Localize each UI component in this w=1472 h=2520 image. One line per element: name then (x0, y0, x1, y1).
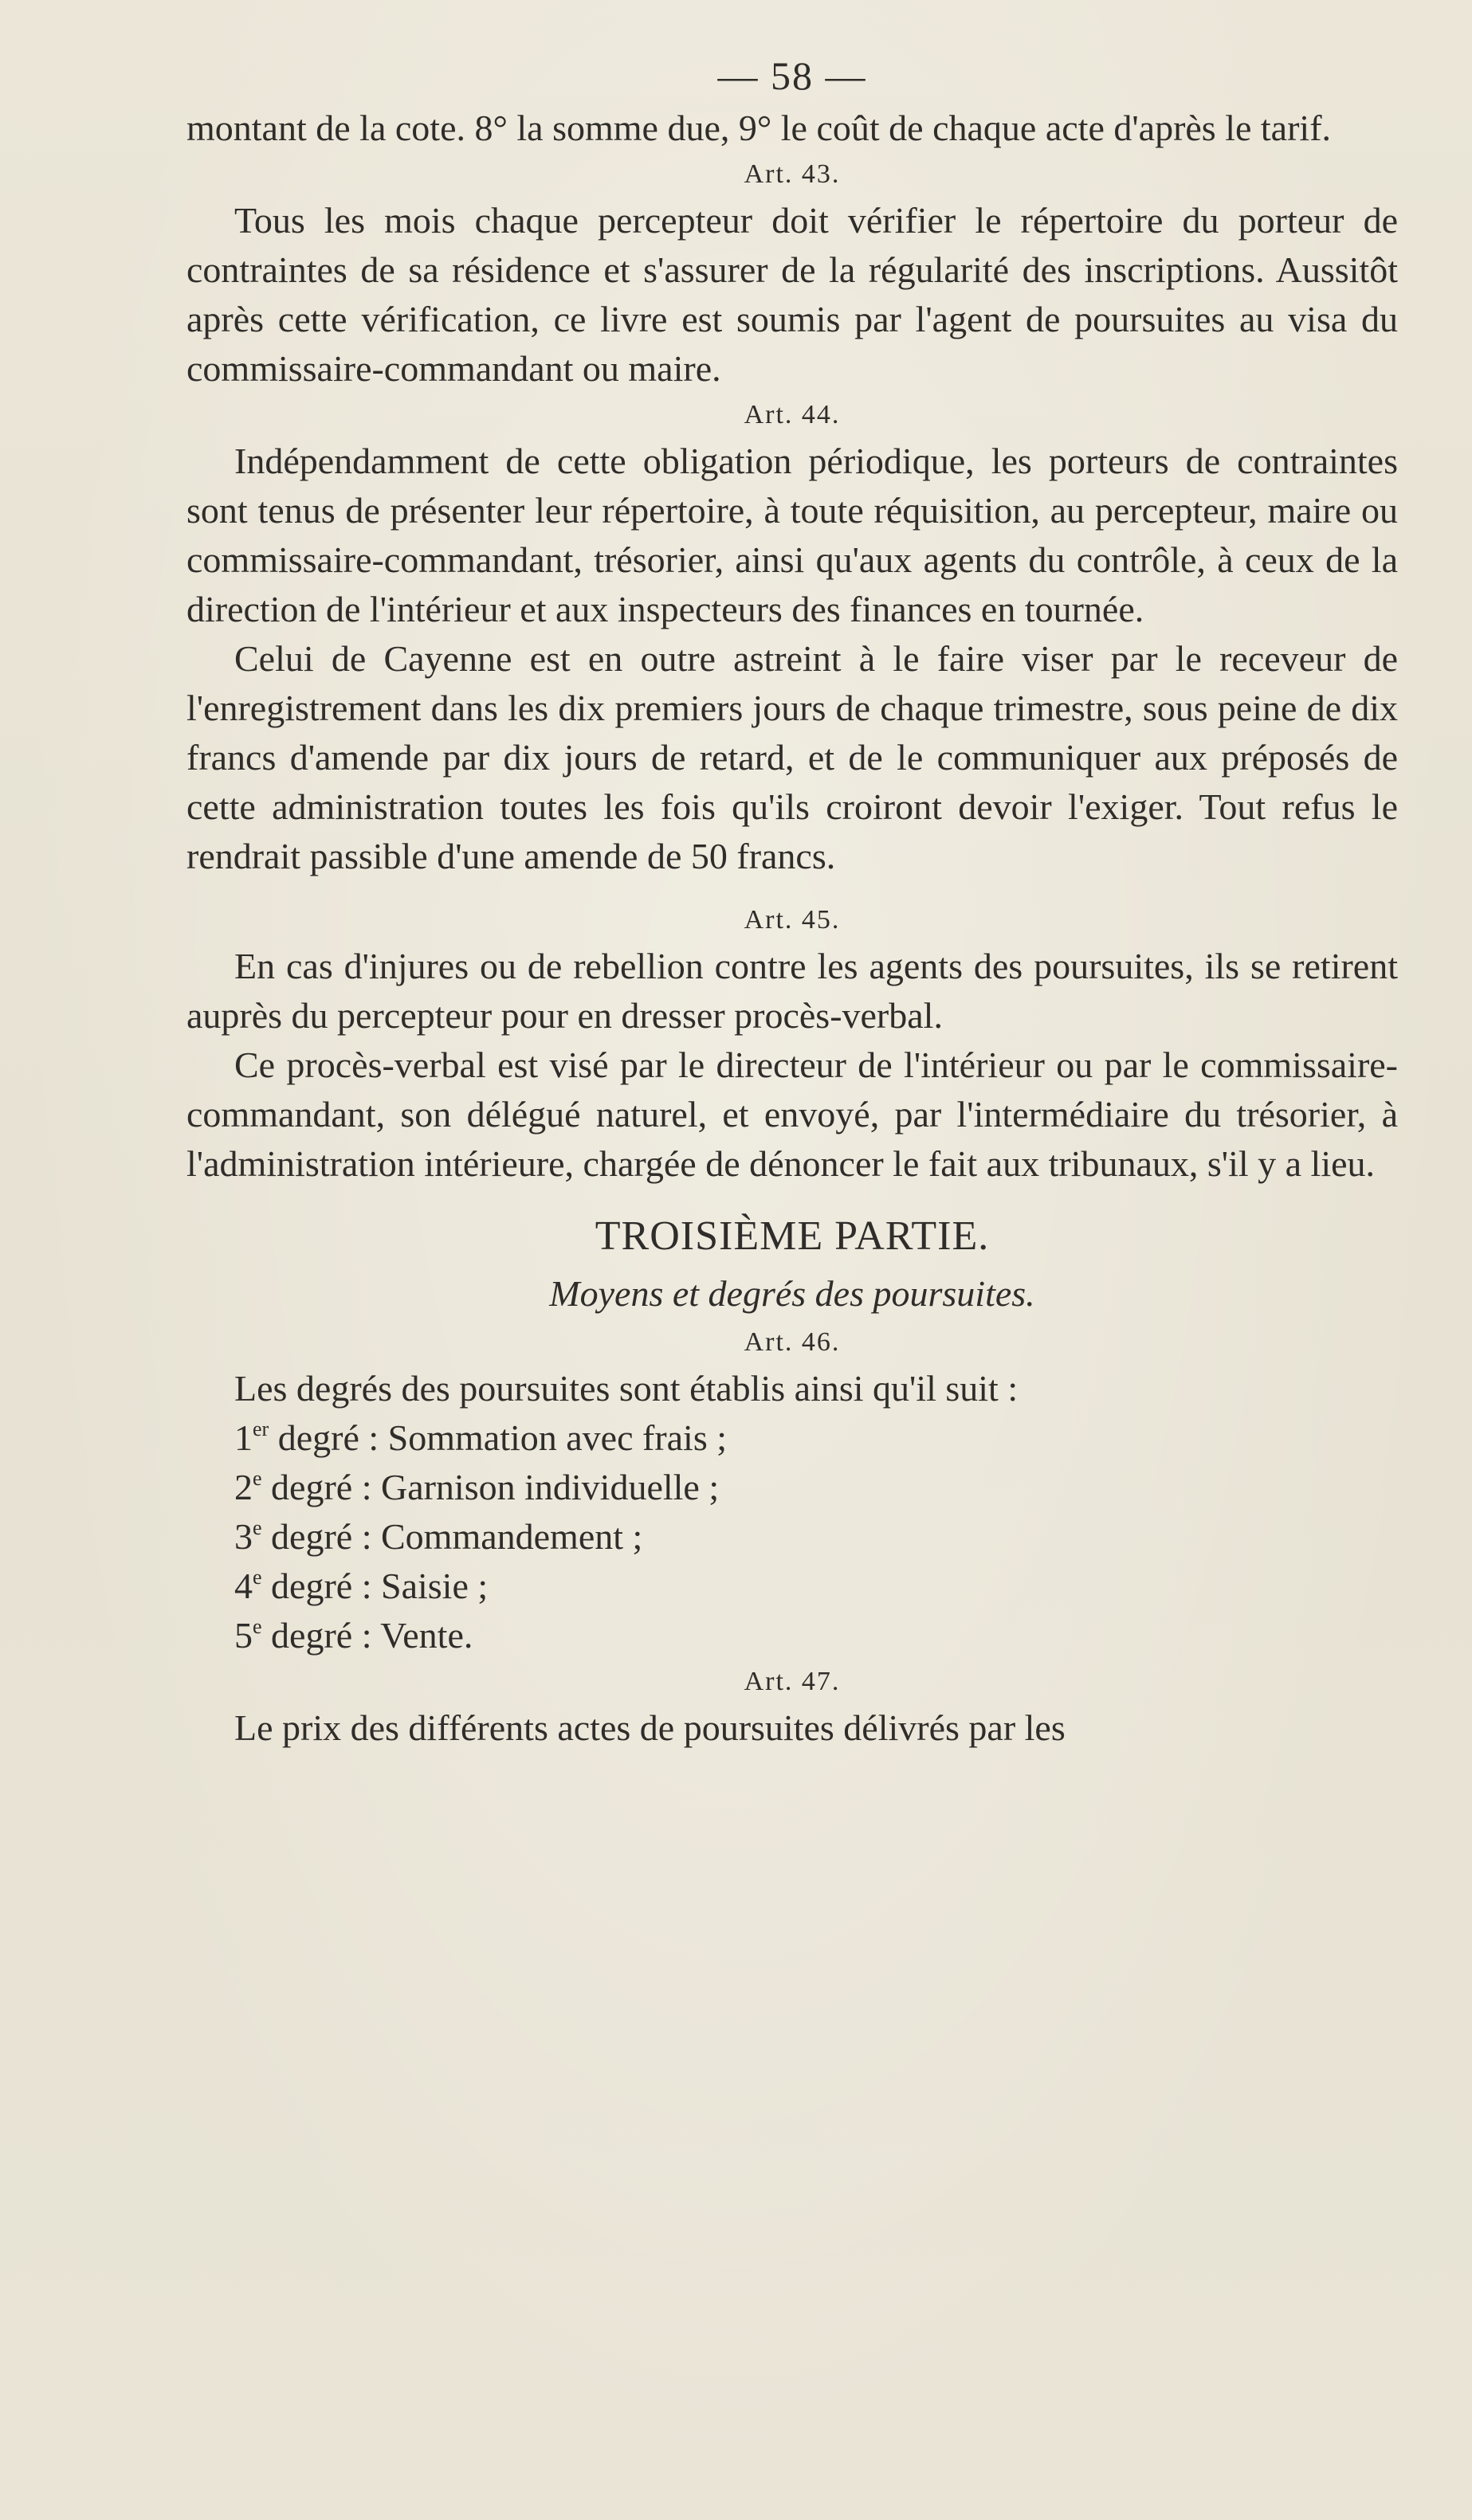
degree-item (186, 1562, 1398, 1611)
degree-item (186, 1413, 1398, 1463)
degree-suffix: e (253, 1615, 262, 1638)
article-45-heading: Art. 45. (744, 905, 841, 935)
article-43-heading: Art. 43. (744, 159, 841, 189)
page-content (186, 48, 1398, 1753)
article-44-heading: Art. 44. (744, 400, 841, 429)
degree-text: degré : Sommation avec frais ; (277, 1417, 728, 1458)
article-44-paragraph-2: Celui de Cayenne est en outre astreint à le faire viser par le receveur de l'enregistrement dans les dix premiers jours de chaque trimestre, sous peine de dix francs d'amende par dix jours de retard, et de le communiquer aux préposés de cette administration toutes les fois qu'ils croiront devoir l'exiger. Tout refus le rendrait passible d'une amende de 50 francs. (186, 638, 1398, 876)
degree-item (186, 1463, 1398, 1512)
article-45-paragraph-2: Ce procès-verbal est visé par le directeur de l'intérieur ou par le commissaire-commandant, son délégué naturel, et envoyé, par l'intermédiaire du trésorier, à l'administration intérieure, chargée de dénoncer le fait aux tribunaux, s'il y a lieu. (186, 1044, 1398, 1184)
degree-suffix: e (253, 1467, 262, 1490)
degree-item (186, 1512, 1398, 1562)
degree-text: degré : Commandement ; (271, 1516, 643, 1557)
degree-item (186, 1611, 1398, 1660)
article-47-paragraph: Le prix des différents actes de poursuites délivrés par les (234, 1707, 1066, 1748)
article-45-paragraph-1: En cas d'injures ou de rebellion contre les agents des poursuites, ils se retirent auprès du percepteur pour en dresser procès-verbal. (186, 946, 1398, 1036)
degree-number: 1 (234, 1417, 253, 1458)
degree-number: 4 (234, 1566, 253, 1606)
part-title: TROISIÈME PARTIE. (595, 1213, 990, 1259)
degree-text: degré : Saisie ; (271, 1566, 489, 1606)
degree-text: degré : Vente. (271, 1615, 473, 1656)
page-number: — 58 — (717, 53, 867, 98)
degree-text: degré : Garnison individuelle ; (271, 1467, 720, 1507)
degree-suffix: e (253, 1516, 262, 1539)
article-46-paragraph: Les degrés des poursuites sont établis ainsi qu'il suit : (234, 1368, 1019, 1409)
degree-number: 5 (234, 1615, 253, 1656)
article-44-paragraph-1: Indépendamment de cette obligation périodique, les porteurs de contraintes sont tenus de présenter leur répertoire, à toute réquisition, au percepteur, maire ou commissaire-commandant, trésorier, ainsi qu'aux agents du contrôle, à ceux de la direction de l'intérieur et aux inspecteurs des finances en tournée. (186, 441, 1398, 629)
article-43-paragraph: Tous les mois chaque percepteur doit vérifier le répertoire du porteur de contraintes de sa résidence et s'assurer de la régularité des inscriptions. Aussitôt après cette vérification, ce livre est soumis par l'agent de poursuites au visa du commissaire-commandant ou maire. (186, 200, 1398, 389)
degree-number: 2 (234, 1467, 253, 1507)
degree-suffix: e (253, 1566, 262, 1589)
article-47-heading: Art. 47. (744, 1667, 841, 1696)
article-46-heading: Art. 46. (744, 1327, 841, 1357)
part-subtitle: Moyens et degrés des poursuites. (549, 1273, 1035, 1314)
intro-paragraph: montant de la cote. 8° la somme due, 9° le coût de chaque acte d'après le tarif. (186, 108, 1332, 148)
degree-number: 3 (234, 1516, 253, 1557)
degree-suffix: er (253, 1417, 269, 1440)
